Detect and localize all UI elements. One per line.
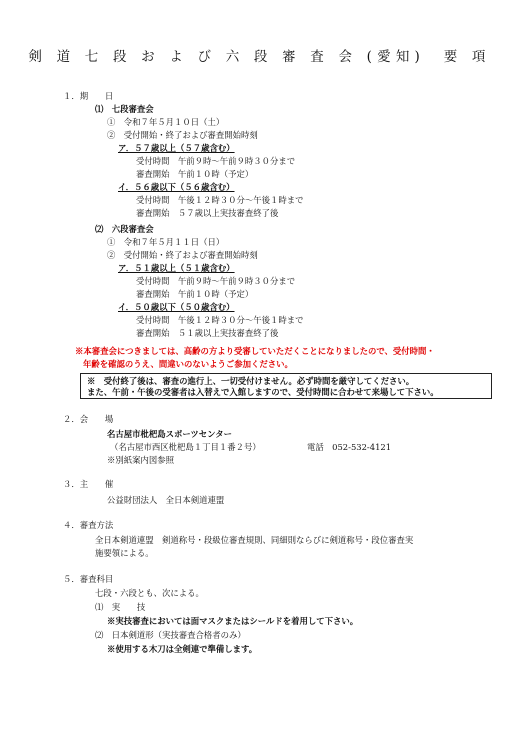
warning-line-2: 年齢を確認のうえ、間違いのないようご参加ください。 [83, 359, 293, 369]
sixth-dan-group-a: ア．５１歳以上（５１歳含む） [118, 263, 235, 273]
seventh-dan-group-i-start: 審査開始 ５７歳以上実技審査終了後 [136, 208, 279, 218]
subject-practical-note: ※実技審査においては面マスクまたはシールドを着用して下さい。 [107, 616, 359, 626]
notice-box [80, 373, 492, 399]
method-line-2: 施要領による。 [95, 548, 154, 558]
sixth-dan-times-heading: ② 受付開始・終了および審査開始時刻 [107, 250, 258, 260]
seventh-dan-date: ① 令和７年５月１０日（土） [107, 117, 225, 127]
seventh-dan-times-heading: ② 受付開始・終了および審査開始時刻 [107, 130, 258, 140]
subjects-intro: 七段・六段とも、次による。 [95, 588, 204, 598]
sixth-dan-date: ① 令和７年５月１１日（日） [107, 237, 225, 247]
notice-line-2: また、午前・午後の受審者は入替えで入館しますので、受付時間に合わせて来場して下さい。 [87, 387, 439, 397]
seventh-dan-label: ⑴ 七段審査会 [95, 104, 154, 114]
sixth-dan-group-a-start: 審査開始 午前１０時（予定） [136, 289, 254, 299]
subject-kata: ⑵ 日本剣道形（実技審査合格者のみ） [95, 630, 246, 640]
notice-line-1: ※ 受付終了後は、審査の進行上、一切受付けません。必ず時間を厳守してください。 [87, 376, 415, 386]
subject-kata-note: ※使用する木刀は全剣連で準備します。 [107, 644, 258, 654]
seventh-dan-group-a-reception: 受付時間 午前９時〜午前９時３０分まで [136, 156, 296, 166]
venue-name: 名古屋市枇杷島スポーツセンター [107, 429, 232, 439]
section-2-heading: ２．会 場 [63, 414, 114, 424]
section-3-heading: ３．主 催 [63, 479, 114, 489]
sixth-dan-group-a-reception: 受付時間 午前９時〜午前９時３０分まで [136, 276, 296, 286]
section-1-heading: １．期 日 [63, 91, 114, 101]
section-5-heading: ５．審査科目 [63, 574, 114, 584]
warning-line-1: ※本審査会につきましては、高齢の方より受審していただくことになりましたので、受付時間・ [75, 346, 435, 356]
seventh-dan-group-i-reception: 受付時間 午後１２時３０分〜午後１時まで [136, 195, 304, 205]
venue-map-note: ※別紙案内図参照 [107, 455, 174, 465]
venue-phone: 電話 052-532-4121 [307, 442, 392, 452]
venue-address: （名古屋市西区枇杷島１丁目１番２号） [110, 442, 261, 452]
seventh-dan-group-a: ア．５７歳以上（５７歳含む） [118, 143, 235, 153]
subject-practical: ⑴ 実 技 [95, 602, 146, 612]
page-title: 剣 道 七 段 お よ び 六 段 審 査 会 (愛知) 要 項 [28, 49, 491, 65]
method-line-1: 全日本剣道連盟 剣道称号・段級位審査規則、同細則ならびに剣道称号・段位審査実 [95, 535, 414, 545]
section-4-heading: ４．審査方法 [63, 520, 114, 530]
sixth-dan-group-i-reception: 受付時間 午後１２時３０分〜午後１時まで [136, 315, 304, 325]
seventh-dan-group-i: イ．５６歳以下（５６歳含む） [118, 182, 235, 192]
sixth-dan-label: ⑵ 六段審査会 [95, 224, 154, 234]
seventh-dan-group-a-start: 審査開始 午前１０時（予定） [136, 169, 254, 179]
organizer: 公益財団法人 全日本剣道連盟 [107, 495, 225, 505]
sixth-dan-group-i-start: 審査開始 ５１歳以上実技審査終了後 [136, 328, 279, 338]
sixth-dan-group-i: イ．５０歳以下（５０歳含む） [118, 302, 235, 312]
